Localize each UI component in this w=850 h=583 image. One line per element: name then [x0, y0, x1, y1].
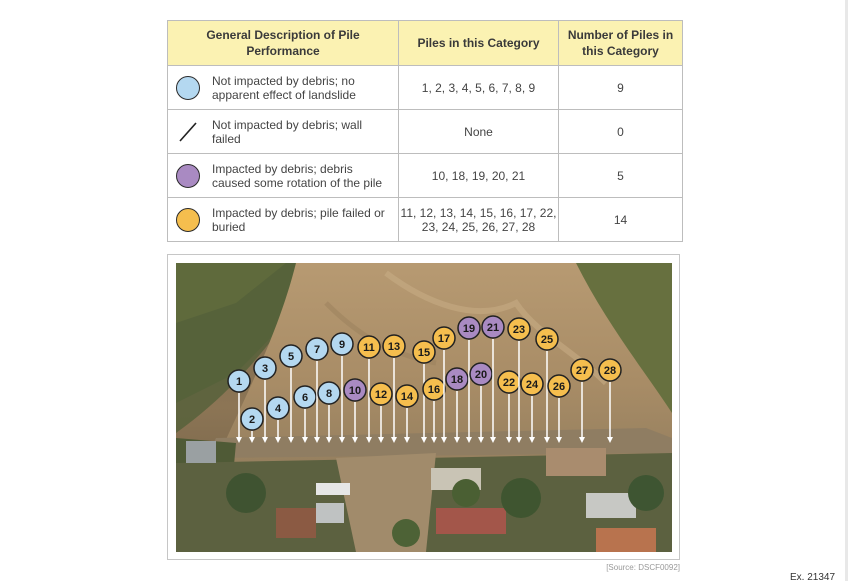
pile-marker-label: 20 — [474, 369, 488, 381]
house-roof — [596, 528, 656, 552]
row-piles: 10, 18, 19, 20, 21 — [399, 154, 559, 198]
table-row — [168, 198, 683, 242]
pile-marker-label: 7 — [313, 344, 321, 356]
pile-marker-label: 25 — [540, 334, 554, 346]
pile-marker-label: 22 — [502, 377, 516, 389]
diagonal-line-icon — [176, 120, 200, 144]
row-count: 5 — [559, 154, 683, 198]
table-row — [168, 66, 683, 110]
pile-marker-label: 9 — [338, 339, 346, 351]
pile-marker-label: 18 — [450, 374, 464, 386]
tree-canopy — [392, 519, 420, 547]
pile-marker-label: 10 — [348, 385, 362, 397]
table-row — [168, 154, 683, 198]
orange-circle-icon — [176, 208, 200, 232]
tree-canopy — [501, 478, 541, 518]
row-piles: None — [399, 110, 559, 154]
row-description: Not impacted by debris; no apparent effect of landslide — [212, 73, 356, 102]
pile-marker-label: 28 — [603, 365, 617, 377]
row-count: 9 — [559, 66, 683, 110]
tree-canopy — [226, 473, 266, 513]
pile-marker-label: 4 — [274, 403, 282, 415]
tree-canopy — [628, 475, 664, 511]
table-header-row — [168, 21, 683, 66]
row-piles: 1, 2, 3, 4, 5, 6, 7, 8, 9 — [399, 66, 559, 110]
pile-marker-label: 24 — [525, 379, 539, 391]
pile-marker-label: 6 — [301, 392, 309, 404]
parked-car — [316, 483, 350, 495]
pile-marker-label: 2 — [248, 414, 256, 426]
house-roof — [546, 448, 606, 476]
pile-marker-label: 17 — [437, 333, 451, 345]
pile-marker-label: 21 — [486, 322, 500, 334]
photo-source: [Source: DSCF0092] — [606, 563, 680, 572]
row-description: Impacted by debris; debris caused some rotation of the pile — [212, 161, 383, 190]
landslide-aerial-photo — [176, 263, 672, 552]
pile-marker-label: 12 — [374, 389, 388, 401]
pile-marker-label: 8 — [325, 388, 333, 400]
tree-canopy — [452, 479, 480, 507]
pile-marker-label: 16 — [427, 384, 441, 396]
row-description: Not impacted by debris; wall failed — [212, 117, 363, 146]
pile-performance-table — [167, 20, 683, 242]
house-roof — [436, 508, 506, 534]
house-roof — [316, 503, 344, 523]
row-count: 14 — [559, 198, 683, 242]
light-blue-circle-icon — [176, 76, 200, 100]
header-count: Number of Piles in this Category — [559, 21, 683, 66]
exhibit-number: Ex. 21347 — [790, 572, 836, 583]
header-description: General Description of Pile Performance — [168, 21, 399, 66]
row-description: Impacted by debris; pile failed or buried — [212, 205, 385, 234]
pile-marker-label: 23 — [512, 324, 526, 336]
pile-marker-label: 13 — [387, 341, 401, 353]
pile-marker-label: 26 — [552, 381, 566, 393]
house-roof — [276, 508, 316, 538]
pile-marker-label: 15 — [417, 347, 431, 359]
pile-marker-label: 27 — [575, 365, 589, 377]
pile-marker-label: 3 — [261, 363, 269, 375]
pile-marker-label: 14 — [400, 391, 414, 403]
header-piles: Piles in this Category — [399, 21, 559, 66]
purple-circle-icon — [176, 164, 200, 188]
row-count: 0 — [559, 110, 683, 154]
house-roof — [186, 441, 216, 463]
row-piles: 11, 12, 13, 14, 15, 16, 17, 22, 23, 24, 25, 26, 27, 28 — [399, 198, 559, 242]
table-row — [168, 110, 683, 154]
pile-marker-label: 19 — [462, 323, 476, 335]
pile-marker-label: 5 — [287, 351, 295, 363]
pile-marker-label: 11 — [363, 342, 375, 354]
pile-marker-label: 1 — [235, 376, 243, 388]
page-edge — [845, 0, 848, 581]
